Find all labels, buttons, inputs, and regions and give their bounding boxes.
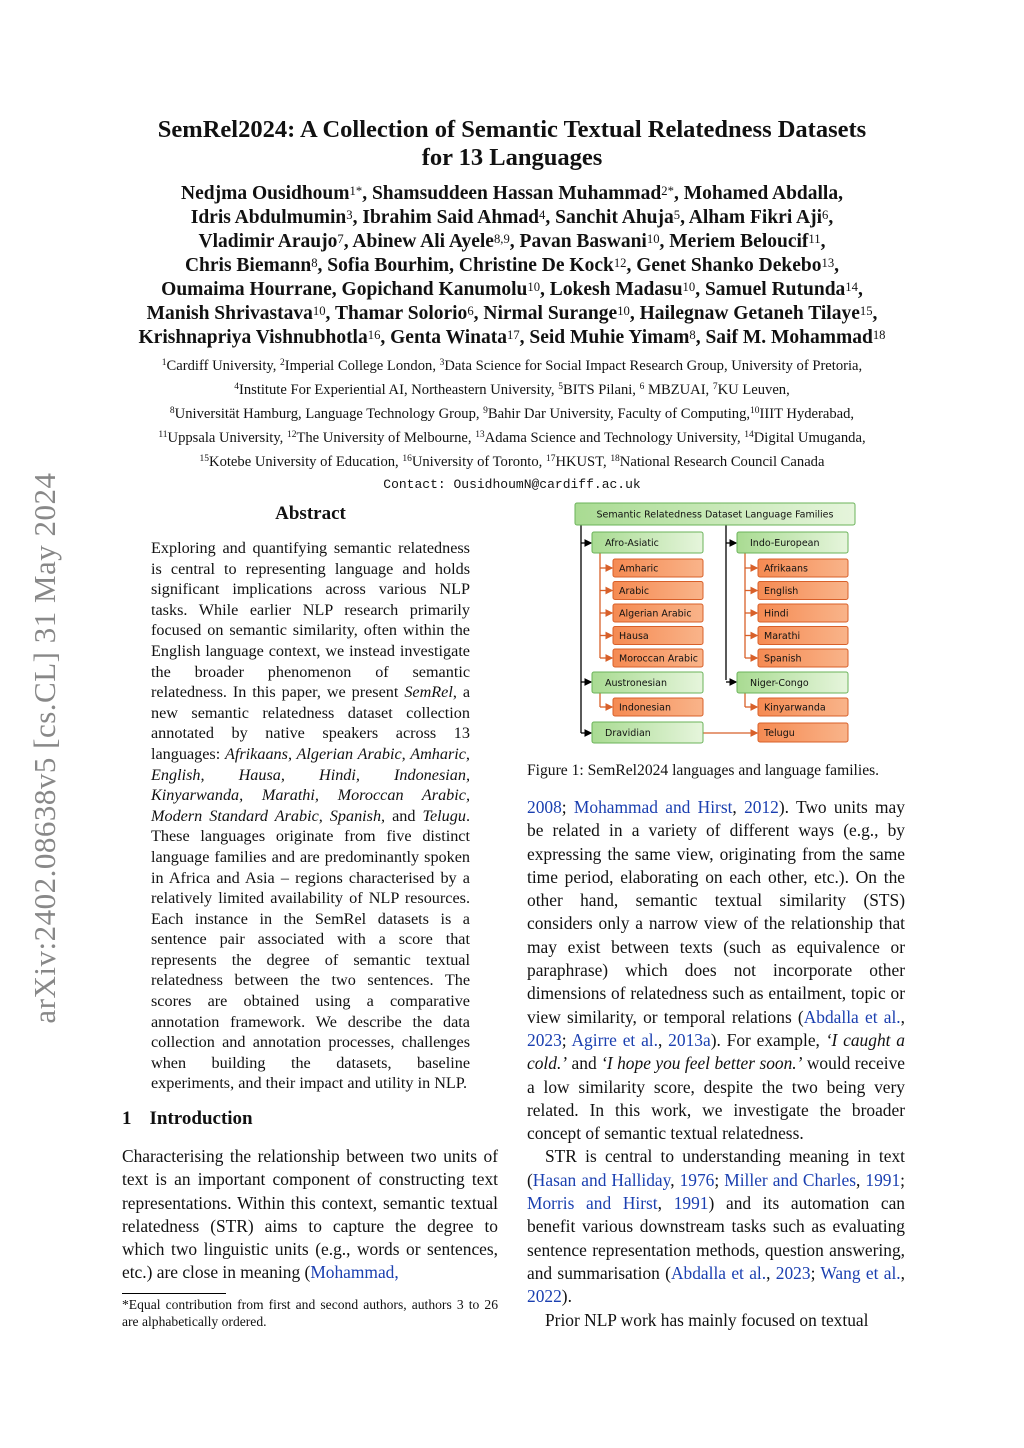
author-name: Hailegnaw Getaneh Tilaye xyxy=(639,303,860,324)
author-name: Manish Shrivastava xyxy=(146,303,313,324)
text: , xyxy=(900,1262,905,1283)
affiliation-marker: 16 xyxy=(367,328,381,342)
paragraph xyxy=(151,538,470,1094)
affiliation-name: Bahir Dar University, Faculty of Computing, xyxy=(487,406,751,422)
author-name: Nedjma Ousidhoum xyxy=(181,183,350,204)
author-name: Krishnapriya Vishnubhotla xyxy=(138,327,368,348)
family-box xyxy=(592,722,703,743)
text: ; xyxy=(900,1169,906,1190)
right-column-body xyxy=(527,796,905,1332)
affiliation-marker: 14 xyxy=(845,280,858,294)
author-name: Vladimir Araujo xyxy=(198,231,338,252)
text: ; xyxy=(810,1262,821,1283)
language-box xyxy=(758,559,848,577)
language-label: Kinyarwanda xyxy=(764,702,826,714)
text: . These languages originate from five distinct language families and are predominantly spoken in Africa and Asia – regions characterised by a relatively limited availability of NLP resources. Each instance in the SemRel datasets is a sentence pair associated with a score that represents the degree of semantic textual relatedness between the two sentences. The scores are obtained using a comparative annotation framework. We describe the data collection and annotation processes, challenges when building the datasets, baseline experiments, and their impact and utility in NLP. xyxy=(151,806,470,1093)
paragraph xyxy=(527,796,905,1145)
author-line: Chris Biemann$^8$, Sofia Bourhim, Christine De Kock$^{12}$, Genet Shanko Dekebo$^{13}$, xyxy=(184,255,840,276)
affiliation-marker: 8 xyxy=(689,328,696,342)
introduction-body xyxy=(122,1145,498,1285)
affiliation-number: 17 xyxy=(545,454,556,464)
language-label: Moroccan Arabic xyxy=(619,653,698,665)
author-line: Manish Shrivastava$^{10}$, Thamar Solorio$^6$, Nirmal Surange$^{10}$, Hailegnaw Getaneh Tilaye$^{15}$, xyxy=(146,303,878,324)
citation-link[interactable]: 1991 xyxy=(673,1193,709,1214)
author-name: Thamar Solorio xyxy=(334,303,468,324)
affiliation-marker: 10 xyxy=(617,304,630,318)
text: and xyxy=(567,1053,602,1074)
author-name: Chris Biemann xyxy=(184,255,312,276)
citation-link[interactable]: Mohammad and Hirst xyxy=(573,797,733,817)
language-box xyxy=(613,559,703,577)
affiliation-number: 9 xyxy=(483,406,488,416)
language-box xyxy=(613,649,703,667)
author-name: Seid Muhie Yimam xyxy=(529,327,690,348)
affiliation-name: Adama Science and Technology University, xyxy=(484,430,745,446)
contact-email[interactable]: Contact: OusidhoumN@cardiff.ac.uk xyxy=(383,477,641,492)
section-number: 1 xyxy=(122,1108,132,1129)
author-name: Genet Shanko Dekebo xyxy=(636,255,822,276)
author-name: Sofia Bourhim xyxy=(327,255,450,276)
affiliation-name: Imperial College London, xyxy=(284,358,440,374)
author-name: Christine De Kock xyxy=(458,255,614,276)
author-name: Ibrahim Said Ahmad xyxy=(362,207,540,228)
affiliation-number: 3 xyxy=(439,358,445,368)
affiliation-marker: 15 xyxy=(859,304,873,318)
affiliation-number: 12 xyxy=(286,430,297,440)
text: STR is central to understanding meaning in text ( xyxy=(527,1146,905,1190)
affiliation-number: 10 xyxy=(750,406,760,416)
title-box xyxy=(575,503,855,525)
citation-link[interactable]: 1991 xyxy=(865,1169,901,1190)
affiliation-line xyxy=(90,402,934,426)
author-list xyxy=(90,182,934,350)
language-box xyxy=(613,698,703,716)
citation-link[interactable]: Agirre et al. xyxy=(571,1029,658,1050)
language-label: Arabic xyxy=(619,586,650,597)
language-label: Algerian Arabic xyxy=(619,608,692,620)
text: Exploring and quantifying semantic relatedness is central to representing language and holds significant implications across various NLP tasks. While earlier NLP research primarily focused on semantic similarity, often within the English language context, we instead investigate the broader phenomenon of semantic relatedness. In this paper, we present xyxy=(151,539,470,702)
affiliation-number: 7 xyxy=(712,382,718,392)
language-box xyxy=(758,723,848,742)
citation-link[interactable]: Abdalla et al. xyxy=(670,1262,767,1283)
author-line: Nedjma Ousidhoum$^{1*}$, Shamsuddeen Hassan Muhammad$^{2*}$, Mohamed Abdalla, xyxy=(181,183,843,204)
affiliation-number: 6 xyxy=(639,382,645,392)
author-name: Lokesh Madasu xyxy=(549,279,683,300)
citation-link[interactable]: Mohammad, xyxy=(310,1262,399,1283)
author-line: Krishnapriya Vishnubhotla$^{16}$, Genta Winata$^{17}$, Seid Muhie Yimam$^8$, Saif M. Mohammad$^{18}$ xyxy=(138,327,886,348)
text: ). xyxy=(561,1286,572,1307)
citation-link[interactable]: Miller and Charles xyxy=(724,1169,856,1190)
affiliation-marker: 4 xyxy=(539,208,546,222)
family-box xyxy=(737,532,848,553)
affiliation-line xyxy=(90,378,934,402)
author-name: Pavan Baswani xyxy=(519,231,647,252)
text: Prior NLP work has mainly focused on textual xyxy=(545,1309,869,1330)
language-box xyxy=(613,604,703,622)
citation-link[interactable]: Morris and Hirst xyxy=(527,1193,658,1214)
affiliation-name: Data Science for Social Impact Research Group, University of Pretoria, xyxy=(444,358,863,374)
text: , a new semantic relatedness dataset collection annotated by native speakers across 13 languages: xyxy=(151,683,471,763)
family-box xyxy=(737,672,848,693)
language-label: Telugu xyxy=(764,728,795,739)
family-label: Niger-Congo xyxy=(750,678,809,689)
family-box xyxy=(592,532,703,553)
text: , xyxy=(900,1006,906,1027)
language-box xyxy=(758,649,848,667)
citation-link[interactable]: Wang et al. xyxy=(820,1262,901,1283)
citation-link[interactable]: 1976 xyxy=(679,1169,715,1190)
affiliation-number: 13 xyxy=(475,430,485,440)
language-box xyxy=(613,627,703,645)
figure-boxes xyxy=(575,503,855,743)
text: Characterising the relationship between two units of text is an important component of constructing text representations. Within this context, semantic textual relatedness (STR) aims to capture the degree to which two linguistic units (e.g., words or sentences, etc.) are close in meaning ( xyxy=(122,1146,498,1283)
paragraph xyxy=(122,1145,498,1285)
affiliation-number: 8 xyxy=(169,406,175,416)
affiliation-marker: 10 xyxy=(527,280,541,294)
author-name: Mohamed Abdalla xyxy=(683,183,839,204)
author-name: Abinew Ali Ayele xyxy=(352,231,494,252)
abstract-body xyxy=(151,538,470,1094)
affiliation-line xyxy=(90,354,934,378)
family-label: Afro-Asiatic xyxy=(605,538,659,549)
affiliation-name: University of Toronto, xyxy=(411,454,546,470)
text: , xyxy=(670,1169,680,1190)
section-heading-introduction xyxy=(122,1108,253,1130)
affiliation-number: 14 xyxy=(744,430,754,440)
title-line: for 13 Languages xyxy=(421,144,603,171)
paragraph xyxy=(527,1309,905,1332)
language-family-figure xyxy=(570,500,860,750)
text: , xyxy=(766,1262,776,1283)
affiliation-number: 16 xyxy=(402,454,412,464)
affiliation-number: 1 xyxy=(161,358,167,368)
text: ; xyxy=(561,1029,572,1050)
affiliation-name: Kotebe University of Education, xyxy=(209,454,403,470)
affiliation-number: 11 xyxy=(158,430,168,440)
language-box xyxy=(613,582,703,600)
italic-text: ‘I caught a cold.’ xyxy=(527,1029,906,1074)
affiliation-name: Digital Umuganda, xyxy=(753,430,866,446)
arxiv-identifier: arXiv:2402.08638v5 [cs.CL] 31 May 2024 xyxy=(27,472,62,1024)
affiliation-name: Cardiff University, xyxy=(166,358,281,374)
affiliation-name: MBZUAI, xyxy=(644,382,713,398)
author-name: Sanchit Ahuja xyxy=(555,207,674,228)
language-label: Spanish xyxy=(764,653,802,665)
affiliation-marker: 10 xyxy=(682,280,696,294)
language-label: Afrikaans xyxy=(764,563,808,575)
text: ; xyxy=(714,1169,725,1190)
text: , xyxy=(856,1169,866,1190)
author-name: Genta Winata xyxy=(390,327,507,348)
title-line: SemRel2024: A Collection of Semantic Textual Relatedness Datasets xyxy=(157,116,867,143)
citation-link[interactable]: 2012 xyxy=(744,797,779,817)
author-line: Oumaima Hourrane, Gopichand Kanumolu$^{10}$, Lokesh Madasu$^{10}$, Samuel Rutunda$^{14}$, xyxy=(161,279,863,300)
affiliation-marker: 11 xyxy=(808,232,821,246)
affiliation-name: BITS Pilani, xyxy=(562,382,640,398)
affiliation-number: 18 xyxy=(610,454,620,464)
author-name: Meriem Beloucif xyxy=(669,231,809,252)
affiliation-marker: 6 xyxy=(822,208,829,222)
affiliation-marker: 7 xyxy=(337,232,344,246)
language-label: Marathi xyxy=(764,631,801,642)
paper-title xyxy=(100,116,924,172)
citation-link[interactable]: Hasan and Halliday xyxy=(532,1169,671,1190)
affiliation-marker: 3 xyxy=(346,208,353,222)
title-label: Semantic Relatedness Dataset Language Families xyxy=(596,509,834,521)
language-box xyxy=(758,604,848,622)
italic-text: SemRel xyxy=(404,683,453,702)
text: ). For example, xyxy=(710,1029,826,1050)
figure-caption: Figure 1: SemRel2024 languages and language families. xyxy=(527,762,880,779)
paragraph xyxy=(527,1145,905,1308)
author-name: Gopichand Kanumolu xyxy=(341,279,528,300)
affiliation-marker: 6 xyxy=(467,304,474,318)
affiliation-name: The University of Melbourne, xyxy=(296,430,476,446)
footnote: *Equal contribution from first and second authors, authors 3 to 26 are alphabetically ordered. xyxy=(122,1297,498,1329)
language-box xyxy=(758,582,848,600)
author-name: Samuel Rutunda xyxy=(704,279,846,300)
affiliation-name: KU Leuven, xyxy=(717,382,790,398)
affiliation-line xyxy=(90,450,934,474)
family-label: Indo-European xyxy=(750,538,820,549)
affiliation-name: IIIT Hyderabad, xyxy=(759,406,855,422)
language-label: Hausa xyxy=(619,631,649,642)
author-line: Idris Abdulmumin$^3$, Ibrahim Said Ahmad$^4$, Sanchit Ahuja$^5$, Alham Fikri Aji$^6$, xyxy=(190,207,834,228)
affiliation-marker: 12 xyxy=(613,256,627,270)
affiliation-line xyxy=(90,426,934,450)
text: ). Two units may be related in a variety of different ways (e.g., by expressing the same view, originating from the same time period, elaborating on each other, etc.). On the other hand, semantic textual similarity (STS) considers only a narrow view of the relationship that may exist between texts (such as equivalence or paraphrase) which does not incorporate other dimensions of relatedness such as entailment, topic or view similarity, or temporal relations ( xyxy=(527,797,905,1027)
language-box xyxy=(758,698,848,716)
affiliation-number: 4 xyxy=(234,382,239,392)
footnote-rule xyxy=(122,1293,226,1294)
language-label: Amharic xyxy=(619,563,659,575)
abstract-heading: Abstract xyxy=(275,503,346,524)
affiliation-marker: 1* xyxy=(349,184,363,198)
citation-link[interactable]: 2023 xyxy=(527,1029,562,1050)
affiliation-number: 2 xyxy=(280,358,285,368)
affiliation-name: Institute For Experiential AI, Northeastern University, xyxy=(238,382,559,398)
affiliation-name: HKUST, xyxy=(555,454,611,470)
affiliation-marker: 10 xyxy=(312,304,326,318)
affiliation-name: Universität Hamburg, Language Technology Group, xyxy=(174,406,484,422)
citation-link[interactable]: 2008 xyxy=(527,797,562,817)
text: , xyxy=(732,797,745,817)
author-name: Shamsuddeen Hassan Muhammad xyxy=(371,183,662,204)
affiliation-marker: 5 xyxy=(673,208,681,222)
language-label: Hindi xyxy=(764,608,789,620)
family-box xyxy=(592,672,703,693)
affiliation-marker: 2* xyxy=(661,184,674,198)
affiliation-marker: 13 xyxy=(821,256,835,270)
citation-link[interactable]: 2013a xyxy=(668,1029,711,1050)
text: , xyxy=(657,1193,674,1214)
author-name: Alham Fikri Aji xyxy=(688,207,823,228)
section-title: Introduction xyxy=(149,1108,253,1129)
language-label: English xyxy=(764,586,799,597)
italic-text: ‘I hope you feel better soon.’ xyxy=(601,1053,803,1074)
language-label: Indonesian xyxy=(619,702,671,714)
text: ) and its automation can benefit various downstream tasks such as evaluating sentence representation methods, question answering, and summarisation ( xyxy=(527,1193,905,1283)
author-name: Oumaima Hourrane xyxy=(161,279,332,300)
affiliation-marker: 18 xyxy=(872,328,886,342)
affiliation-name: Uppsala University, xyxy=(167,430,287,446)
family-label: Dravidian xyxy=(605,728,651,739)
affiliation-number: 15 xyxy=(199,454,210,464)
text: ; xyxy=(561,797,574,817)
author-name: Nirmal Surange xyxy=(483,303,618,324)
citation-link[interactable]: 2022 xyxy=(527,1286,562,1307)
citation-link[interactable]: 2023 xyxy=(775,1262,811,1283)
affiliation-number: 5 xyxy=(558,382,563,392)
text: would receive a low similarity score, despite the two being very related. In this work, we investigate the broader concept of semantic textual relatedness. xyxy=(527,1053,905,1144)
text: , xyxy=(657,1029,669,1050)
italic-text: Afrikaans, Algerian Arabic, Amharic, English, Hausa, Hindi, Indonesian, Kinyarwanda, Marathi, Moroccan Arabic, Modern Standard Arabic, Spanish, xyxy=(151,744,470,825)
affiliation-marker: 10 xyxy=(646,232,660,246)
affiliation-name: National Research Council Canada xyxy=(619,454,825,470)
family-label: Austronesian xyxy=(605,678,668,689)
author-line: Vladimir Araujo$^7$, Abinew Ali Ayele$^{8,9}$, Pavan Baswani$^{10}$, Meriem Beloucif$^{11}$, xyxy=(198,231,826,252)
author-name: Saif M. Mohammad xyxy=(705,327,873,348)
affiliation-marker: 8 xyxy=(311,256,318,270)
text: and xyxy=(385,806,423,825)
language-box xyxy=(758,627,848,645)
affiliation-list xyxy=(90,354,934,474)
author-name: Idris Abdulmumin xyxy=(190,207,347,228)
affiliation-marker: 8,9 xyxy=(493,232,510,246)
italic-text: Telugu xyxy=(422,806,466,825)
affiliation-marker: 17 xyxy=(506,328,520,342)
citation-link[interactable]: Abdalla et al. xyxy=(803,1006,901,1027)
